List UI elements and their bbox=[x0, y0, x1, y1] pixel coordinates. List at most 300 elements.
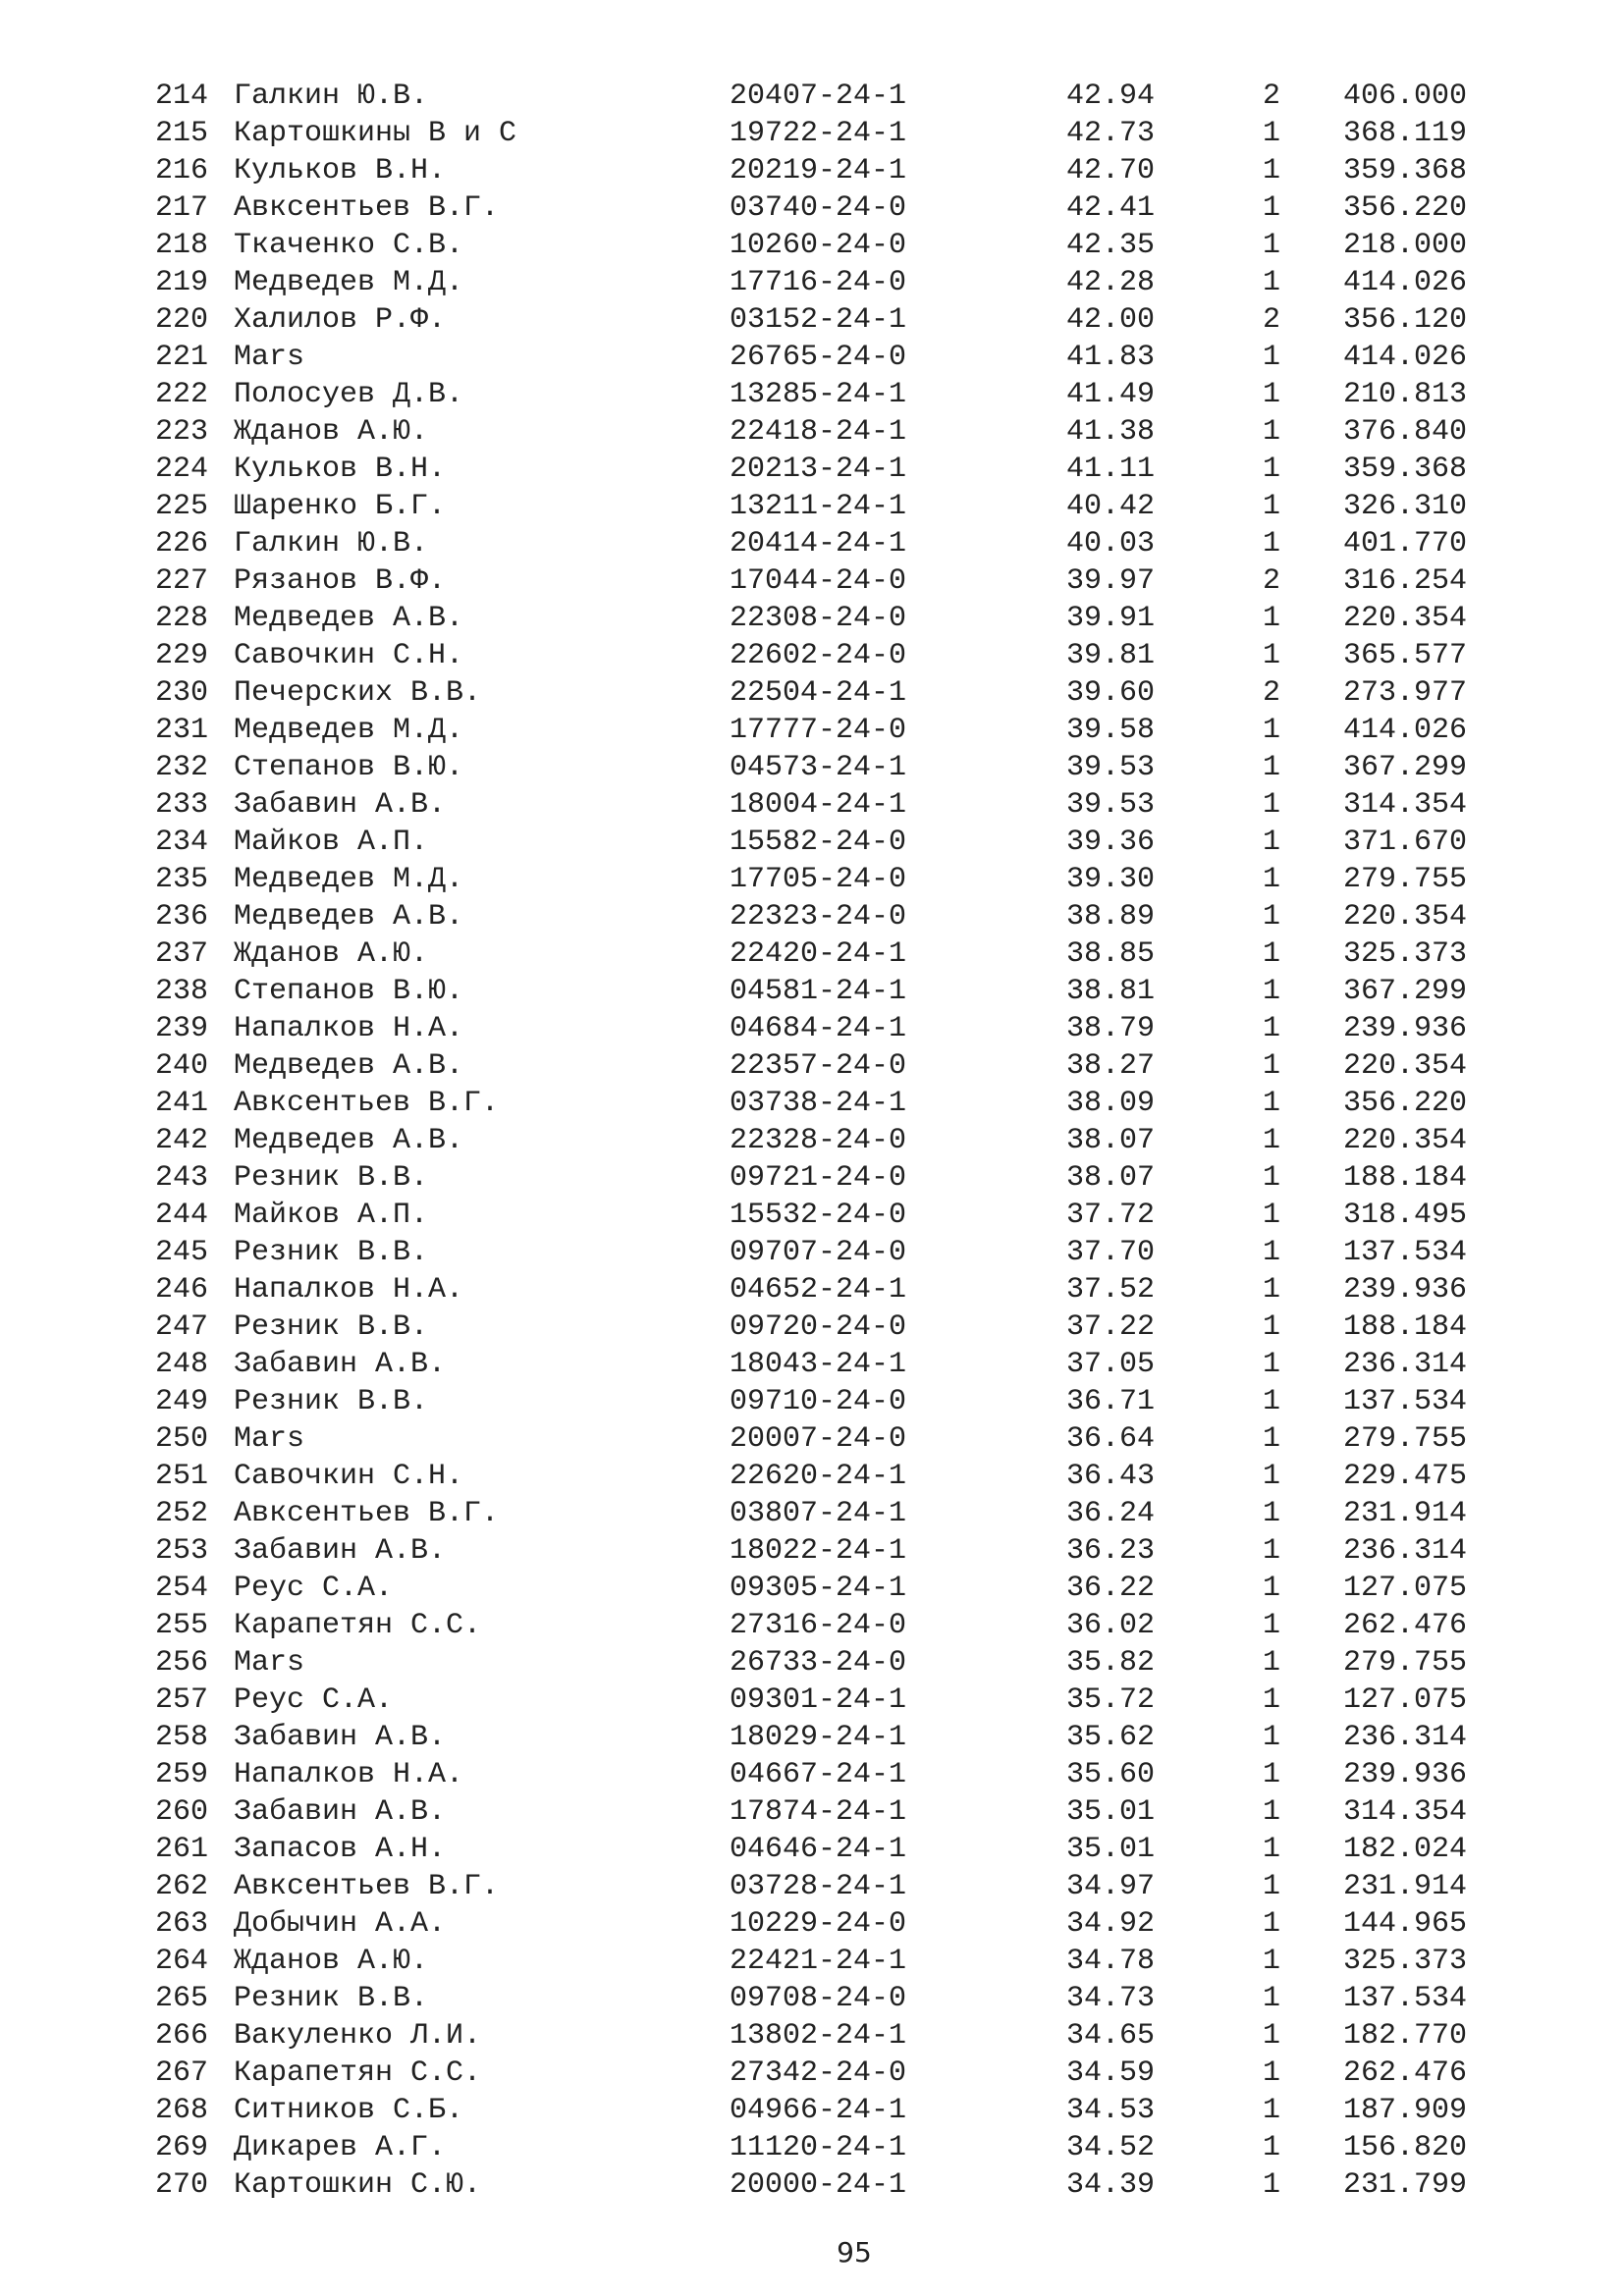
owner-name: Забавин А.В. bbox=[234, 1348, 447, 1381]
score: 34.65 bbox=[1066, 2019, 1156, 2053]
score: 34.97 bbox=[1066, 1870, 1156, 1903]
row-number: 228 bbox=[155, 602, 209, 635]
owner-name: Резник В.В. bbox=[234, 1982, 429, 2015]
ring-code: 03740-24-0 bbox=[730, 191, 907, 225]
ring-code: 13285-24-1 bbox=[730, 378, 907, 411]
distance: 220.354 bbox=[1343, 900, 1468, 934]
owner-name: Авксентьев В.Г. bbox=[234, 1497, 500, 1530]
table-row bbox=[155, 1346, 1510, 1383]
distance: 236.314 bbox=[1343, 1348, 1468, 1381]
owner-name: Медведев М.Д. bbox=[234, 863, 464, 896]
count: 1 bbox=[1263, 1646, 1281, 1680]
score: 40.42 bbox=[1066, 490, 1156, 523]
table-row bbox=[155, 1831, 1510, 1868]
score: 36.24 bbox=[1066, 1497, 1156, 1530]
ring-code: 22418-24-1 bbox=[730, 415, 907, 449]
count: 1 bbox=[1263, 527, 1281, 561]
score: 39.81 bbox=[1066, 639, 1156, 672]
table-row bbox=[155, 189, 1510, 227]
score: 42.70 bbox=[1066, 154, 1156, 187]
count: 1 bbox=[1263, 751, 1281, 784]
row-number: 255 bbox=[155, 1609, 209, 1642]
score: 36.71 bbox=[1066, 1385, 1156, 1418]
row-number: 268 bbox=[155, 2094, 209, 2127]
table-row bbox=[155, 1719, 1510, 1756]
owner-name: Печерских В.В. bbox=[234, 676, 482, 710]
count: 1 bbox=[1263, 1945, 1281, 1978]
distance: 156.820 bbox=[1343, 2131, 1468, 2164]
owner-name: Резник В.В. bbox=[234, 1385, 429, 1418]
ring-code: 22357-24-0 bbox=[730, 1049, 907, 1083]
count: 1 bbox=[1263, 1572, 1281, 1605]
table-row bbox=[155, 339, 1510, 376]
table-row bbox=[155, 1308, 1510, 1346]
distance: 279.755 bbox=[1343, 863, 1468, 896]
table-row bbox=[155, 1570, 1510, 1607]
score: 34.52 bbox=[1066, 2131, 1156, 2164]
row-number: 262 bbox=[155, 1870, 209, 1903]
row-number: 238 bbox=[155, 975, 209, 1008]
count: 1 bbox=[1263, 975, 1281, 1008]
row-number: 215 bbox=[155, 117, 209, 150]
owner-name: Ткаченко С.В. bbox=[234, 229, 464, 262]
ring-code: 26765-24-0 bbox=[730, 341, 907, 374]
count: 1 bbox=[1263, 229, 1281, 262]
ring-code: 15582-24-0 bbox=[730, 826, 907, 859]
distance: 359.368 bbox=[1343, 453, 1468, 486]
results-table bbox=[155, 78, 1510, 2204]
owner-name: Халилов Р.Ф. bbox=[234, 303, 447, 337]
ring-code: 17716-24-0 bbox=[730, 266, 907, 299]
ring-code: 04966-24-1 bbox=[730, 2094, 907, 2127]
table-row bbox=[155, 786, 1510, 824]
owner-name: Кульков В.Н. bbox=[234, 453, 447, 486]
table-row bbox=[155, 1607, 1510, 1644]
count: 1 bbox=[1263, 154, 1281, 187]
score: 34.59 bbox=[1066, 2056, 1156, 2090]
score: 38.07 bbox=[1066, 1124, 1156, 1157]
score: 41.11 bbox=[1066, 453, 1156, 486]
row-number: 269 bbox=[155, 2131, 209, 2164]
table-row bbox=[155, 935, 1510, 973]
owner-name: Авксентьев В.Г. bbox=[234, 191, 500, 225]
distance: 414.026 bbox=[1343, 714, 1468, 747]
table-row bbox=[155, 264, 1510, 301]
ring-code: 18029-24-1 bbox=[730, 1721, 907, 1754]
count: 1 bbox=[1263, 1758, 1281, 1791]
row-number: 256 bbox=[155, 1646, 209, 1680]
score: 35.72 bbox=[1066, 1683, 1156, 1717]
ring-code: 09710-24-0 bbox=[730, 1385, 907, 1418]
distance: 368.119 bbox=[1343, 117, 1468, 150]
distance: 231.914 bbox=[1343, 1870, 1468, 1903]
table-row bbox=[155, 1271, 1510, 1308]
owner-name: Дикарев А.Г. bbox=[234, 2131, 447, 2164]
count: 1 bbox=[1263, 378, 1281, 411]
row-number: 246 bbox=[155, 1273, 209, 1307]
table-row bbox=[155, 712, 1510, 749]
table-row bbox=[155, 1047, 1510, 1085]
score: 39.30 bbox=[1066, 863, 1156, 896]
row-number: 234 bbox=[155, 826, 209, 859]
count: 1 bbox=[1263, 1012, 1281, 1045]
row-number: 247 bbox=[155, 1310, 209, 1344]
ring-code: 22602-24-0 bbox=[730, 639, 907, 672]
distance: 279.755 bbox=[1343, 1422, 1468, 1456]
row-number: 223 bbox=[155, 415, 209, 449]
count: 1 bbox=[1263, 1721, 1281, 1754]
ring-code: 11120-24-1 bbox=[730, 2131, 907, 2164]
owner-name: Карапетян С.С. bbox=[234, 2056, 482, 2090]
table-row bbox=[155, 2166, 1510, 2204]
score: 36.43 bbox=[1066, 1460, 1156, 1493]
owner-name: Кульков В.Н. bbox=[234, 154, 447, 187]
ring-code: 15532-24-0 bbox=[730, 1199, 907, 1232]
table-row bbox=[155, 1159, 1510, 1197]
distance: 231.799 bbox=[1343, 2168, 1468, 2202]
score: 38.07 bbox=[1066, 1161, 1156, 1195]
owner-name: Медведев А.В. bbox=[234, 1049, 464, 1083]
row-number: 220 bbox=[155, 303, 209, 337]
table-row bbox=[155, 525, 1510, 562]
ring-code: 04573-24-1 bbox=[730, 751, 907, 784]
distance: 273.977 bbox=[1343, 676, 1468, 710]
ring-code: 09707-24-0 bbox=[730, 1236, 907, 1269]
row-number: 241 bbox=[155, 1087, 209, 1120]
owner-name: Медведев А.В. bbox=[234, 602, 464, 635]
score: 37.72 bbox=[1066, 1199, 1156, 1232]
score: 37.22 bbox=[1066, 1310, 1156, 1344]
table-row bbox=[155, 413, 1510, 451]
count: 1 bbox=[1263, 2168, 1281, 2202]
count: 1 bbox=[1263, 1087, 1281, 1120]
distance: 371.670 bbox=[1343, 826, 1468, 859]
distance: 279.755 bbox=[1343, 1646, 1468, 1680]
score: 41.38 bbox=[1066, 415, 1156, 449]
score: 39.53 bbox=[1066, 788, 1156, 822]
count: 1 bbox=[1263, 1907, 1281, 1941]
table-row bbox=[155, 1085, 1510, 1122]
distance: 236.314 bbox=[1343, 1721, 1468, 1754]
ring-code: 20407-24-1 bbox=[730, 80, 907, 113]
row-number: 217 bbox=[155, 191, 209, 225]
owner-name: Вакуленко Л.И. bbox=[234, 2019, 482, 2053]
owner-name: Медведев А.В. bbox=[234, 1124, 464, 1157]
count: 2 bbox=[1263, 80, 1281, 113]
score: 36.02 bbox=[1066, 1609, 1156, 1642]
ring-code: 09720-24-0 bbox=[730, 1310, 907, 1344]
distance: 239.936 bbox=[1343, 1273, 1468, 1307]
owner-name: Резник В.В. bbox=[234, 1236, 429, 1269]
distance: 220.354 bbox=[1343, 1124, 1468, 1157]
table-row bbox=[155, 152, 1510, 189]
table-row bbox=[155, 2017, 1510, 2055]
row-number: 216 bbox=[155, 154, 209, 187]
row-number: 257 bbox=[155, 1683, 209, 1717]
row-number: 260 bbox=[155, 1795, 209, 1829]
row-number: 261 bbox=[155, 1833, 209, 1866]
table-row bbox=[155, 1644, 1510, 1682]
row-number: 242 bbox=[155, 1124, 209, 1157]
owner-name: Забавин А.В. bbox=[234, 788, 447, 822]
ring-code: 27316-24-0 bbox=[730, 1609, 907, 1642]
distance: 220.354 bbox=[1343, 1049, 1468, 1083]
score: 36.22 bbox=[1066, 1572, 1156, 1605]
distance: 262.476 bbox=[1343, 1609, 1468, 1642]
ring-code: 17874-24-1 bbox=[730, 1795, 907, 1829]
row-number: 240 bbox=[155, 1049, 209, 1083]
owner-name: Напалков Н.А. bbox=[234, 1012, 464, 1045]
ring-code: 09305-24-1 bbox=[730, 1572, 907, 1605]
row-number: 225 bbox=[155, 490, 209, 523]
ring-code: 20007-24-0 bbox=[730, 1422, 907, 1456]
owner-name: Степанов В.Ю. bbox=[234, 751, 464, 784]
distance: 316.254 bbox=[1343, 564, 1468, 598]
row-number: 232 bbox=[155, 751, 209, 784]
score: 41.49 bbox=[1066, 378, 1156, 411]
row-number: 251 bbox=[155, 1460, 209, 1493]
owner-name: Напалков Н.А. bbox=[234, 1758, 464, 1791]
owner-name: Майков А.П. bbox=[234, 826, 429, 859]
owner-name: Реус С.А. bbox=[234, 1572, 394, 1605]
distance: 356.120 bbox=[1343, 303, 1468, 337]
table-row bbox=[155, 824, 1510, 861]
row-number: 229 bbox=[155, 639, 209, 672]
row-number: 218 bbox=[155, 229, 209, 262]
count: 1 bbox=[1263, 1310, 1281, 1344]
table-row bbox=[155, 600, 1510, 637]
table-row bbox=[155, 115, 1510, 152]
owner-name: Майков А.П. bbox=[234, 1199, 429, 1232]
table-row bbox=[155, 488, 1510, 525]
score: 41.83 bbox=[1066, 341, 1156, 374]
distance: 359.368 bbox=[1343, 154, 1468, 187]
distance: 376.840 bbox=[1343, 415, 1468, 449]
distance: 144.965 bbox=[1343, 1907, 1468, 1941]
table-row bbox=[155, 973, 1510, 1010]
owner-name: Напалков Н.А. bbox=[234, 1273, 464, 1307]
count: 1 bbox=[1263, 1460, 1281, 1493]
table-row bbox=[155, 1495, 1510, 1532]
distance: 188.184 bbox=[1343, 1161, 1468, 1195]
row-number: 265 bbox=[155, 1982, 209, 2015]
owner-name: Савочкин С.Н. bbox=[234, 639, 464, 672]
table-row bbox=[155, 1905, 1510, 1943]
ring-code: 09708-24-0 bbox=[730, 1982, 907, 2015]
page-number: 95 bbox=[837, 2236, 872, 2269]
row-number: 250 bbox=[155, 1422, 209, 1456]
owner-name: Mars bbox=[234, 1422, 305, 1456]
ring-code: 17705-24-0 bbox=[730, 863, 907, 896]
row-number: 235 bbox=[155, 863, 209, 896]
score: 42.73 bbox=[1066, 117, 1156, 150]
table-row bbox=[155, 861, 1510, 898]
distance: 218.000 bbox=[1343, 229, 1468, 262]
owner-name: Авксентьев В.Г. bbox=[234, 1870, 500, 1903]
count: 1 bbox=[1263, 1683, 1281, 1717]
score: 39.91 bbox=[1066, 602, 1156, 635]
row-number: 219 bbox=[155, 266, 209, 299]
count: 1 bbox=[1263, 1199, 1281, 1232]
distance: 356.220 bbox=[1343, 191, 1468, 225]
count: 1 bbox=[1263, 900, 1281, 934]
owner-name: Mars bbox=[234, 1646, 305, 1680]
score: 39.58 bbox=[1066, 714, 1156, 747]
distance: 406.000 bbox=[1343, 80, 1468, 113]
owner-name: Галкин Ю.В. bbox=[234, 80, 429, 113]
score: 37.70 bbox=[1066, 1236, 1156, 1269]
count: 1 bbox=[1263, 1795, 1281, 1829]
count: 1 bbox=[1263, 1049, 1281, 1083]
distance: 236.314 bbox=[1343, 1534, 1468, 1568]
owner-name: Резник В.В. bbox=[234, 1161, 429, 1195]
count: 1 bbox=[1263, 1385, 1281, 1418]
row-number: 214 bbox=[155, 80, 209, 113]
distance: 182.024 bbox=[1343, 1833, 1468, 1866]
table-row bbox=[155, 1458, 1510, 1495]
row-number: 252 bbox=[155, 1497, 209, 1530]
owner-name: Савочкин С.Н. bbox=[234, 1460, 464, 1493]
owner-name: Запасов А.Н. bbox=[234, 1833, 447, 1866]
ring-code: 04652-24-1 bbox=[730, 1273, 907, 1307]
count: 1 bbox=[1263, 788, 1281, 822]
row-number: 248 bbox=[155, 1348, 209, 1381]
score: 42.41 bbox=[1066, 191, 1156, 225]
owner-name: Добычин А.А. bbox=[234, 1907, 447, 1941]
distance: 187.909 bbox=[1343, 2094, 1468, 2127]
ring-code: 26733-24-0 bbox=[730, 1646, 907, 1680]
table-row bbox=[155, 1383, 1510, 1420]
table-row bbox=[155, 1532, 1510, 1570]
score: 34.78 bbox=[1066, 1945, 1156, 1978]
table-row bbox=[155, 1197, 1510, 1234]
table-row bbox=[155, 376, 1510, 413]
count: 2 bbox=[1263, 676, 1281, 710]
owner-name: Степанов В.Ю. bbox=[234, 975, 464, 1008]
table-row bbox=[155, 1756, 1510, 1793]
row-number: 239 bbox=[155, 1012, 209, 1045]
distance: 367.299 bbox=[1343, 975, 1468, 1008]
ring-code: 03807-24-1 bbox=[730, 1497, 907, 1530]
count: 1 bbox=[1263, 1348, 1281, 1381]
owner-name: Жданов А.Ю. bbox=[234, 1945, 429, 1978]
ring-code: 03738-24-1 bbox=[730, 1087, 907, 1120]
row-number: 249 bbox=[155, 1385, 209, 1418]
row-number: 270 bbox=[155, 2168, 209, 2202]
score: 38.79 bbox=[1066, 1012, 1156, 1045]
row-number: 254 bbox=[155, 1572, 209, 1605]
ring-code: 18022-24-1 bbox=[730, 1534, 907, 1568]
distance: 231.914 bbox=[1343, 1497, 1468, 1530]
ring-code: 22323-24-0 bbox=[730, 900, 907, 934]
ring-code: 19722-24-1 bbox=[730, 117, 907, 150]
count: 2 bbox=[1263, 303, 1281, 337]
table-row bbox=[155, 1868, 1510, 1905]
owner-name: Медведев А.В. bbox=[234, 900, 464, 934]
ring-code: 27342-24-0 bbox=[730, 2056, 907, 2090]
count: 1 bbox=[1263, 1236, 1281, 1269]
ring-code: 18004-24-1 bbox=[730, 788, 907, 822]
owner-name: Рязанов В.Ф. bbox=[234, 564, 447, 598]
count: 1 bbox=[1263, 341, 1281, 374]
count: 1 bbox=[1263, 1609, 1281, 1642]
owner-name: Забавин А.В. bbox=[234, 1534, 447, 1568]
row-number: 227 bbox=[155, 564, 209, 598]
score: 35.01 bbox=[1066, 1833, 1156, 1866]
owner-name: Резник В.В. bbox=[234, 1310, 429, 1344]
ring-code: 22421-24-1 bbox=[730, 1945, 907, 1978]
row-number: 222 bbox=[155, 378, 209, 411]
score: 35.62 bbox=[1066, 1721, 1156, 1754]
ring-code: 22328-24-0 bbox=[730, 1124, 907, 1157]
ring-code: 18043-24-1 bbox=[730, 1348, 907, 1381]
count: 1 bbox=[1263, 1422, 1281, 1456]
count: 1 bbox=[1263, 602, 1281, 635]
ring-code: 09301-24-1 bbox=[730, 1683, 907, 1717]
row-number: 237 bbox=[155, 937, 209, 971]
distance: 137.534 bbox=[1343, 1385, 1468, 1418]
owner-name: Медведев М.Д. bbox=[234, 714, 464, 747]
table-row bbox=[155, 2092, 1510, 2129]
ring-code: 22420-24-1 bbox=[730, 937, 907, 971]
score: 36.23 bbox=[1066, 1534, 1156, 1568]
table-row bbox=[155, 749, 1510, 786]
ring-code: 03728-24-1 bbox=[730, 1870, 907, 1903]
ring-code: 04646-24-1 bbox=[730, 1833, 907, 1866]
owner-name: Шаренко Б.Г. bbox=[234, 490, 447, 523]
score: 35.82 bbox=[1066, 1646, 1156, 1680]
table-row bbox=[155, 637, 1510, 674]
distance: 326.310 bbox=[1343, 490, 1468, 523]
ring-code: 10260-24-0 bbox=[730, 229, 907, 262]
table-row bbox=[155, 301, 1510, 339]
score: 34.73 bbox=[1066, 1982, 1156, 2015]
row-number: 258 bbox=[155, 1721, 209, 1754]
score: 39.60 bbox=[1066, 676, 1156, 710]
score: 38.81 bbox=[1066, 975, 1156, 1008]
row-number: 264 bbox=[155, 1945, 209, 1978]
row-number: 243 bbox=[155, 1161, 209, 1195]
ring-code: 20219-24-1 bbox=[730, 154, 907, 187]
row-number: 233 bbox=[155, 788, 209, 822]
row-number: 230 bbox=[155, 676, 209, 710]
row-number: 226 bbox=[155, 527, 209, 561]
ring-code: 10229-24-0 bbox=[730, 1907, 907, 1941]
distance: 127.075 bbox=[1343, 1572, 1468, 1605]
table-row bbox=[155, 2055, 1510, 2092]
distance: 365.577 bbox=[1343, 639, 1468, 672]
distance: 318.495 bbox=[1343, 1199, 1468, 1232]
count: 1 bbox=[1263, 191, 1281, 225]
ring-code: 17777-24-0 bbox=[730, 714, 907, 747]
row-number: 263 bbox=[155, 1907, 209, 1941]
ring-code: 20414-24-1 bbox=[730, 527, 907, 561]
owner-name: Полосуев Д.В. bbox=[234, 378, 464, 411]
count: 1 bbox=[1263, 2131, 1281, 2164]
owner-name: Ситников С.Б. bbox=[234, 2094, 464, 2127]
row-number: 253 bbox=[155, 1534, 209, 1568]
owner-name: Картошкин С.Ю. bbox=[234, 2168, 482, 2202]
score: 39.97 bbox=[1066, 564, 1156, 598]
count: 1 bbox=[1263, 1870, 1281, 1903]
distance: 239.936 bbox=[1343, 1012, 1468, 1045]
table-row bbox=[155, 1793, 1510, 1831]
score: 40.03 bbox=[1066, 527, 1156, 561]
distance: 188.184 bbox=[1343, 1310, 1468, 1344]
count: 1 bbox=[1263, 1124, 1281, 1157]
ring-code: 04684-24-1 bbox=[730, 1012, 907, 1045]
row-number: 221 bbox=[155, 341, 209, 374]
